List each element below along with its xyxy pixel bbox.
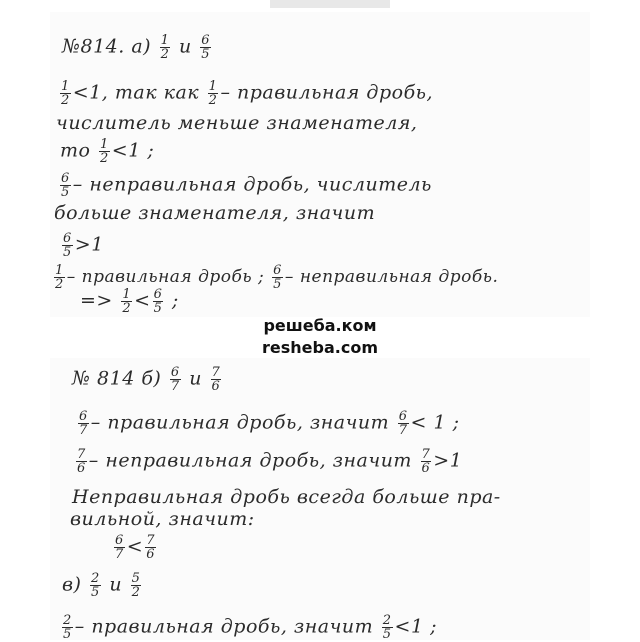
solution-b-header: № 814 б) $\frac{6}{7}$ и $\frac{7}{6}$: [72, 365, 221, 394]
text-line: $\frac{1}{2}$ <1, так как $\frac{1}{2}$ – правильная дробь,: [61, 79, 434, 108]
header-label: №814. а): [62, 35, 152, 58]
fraction: $\frac{1}{2}$: [160, 33, 170, 62]
text-line: $\frac{6}{7}$ – правильная дробь, значит $\frac{6}{7}$ < 1 ;: [79, 409, 460, 438]
text-line: $\frac{6}{5}$ >1: [63, 231, 104, 260]
text-line: больше знаменателя, значит: [54, 202, 376, 224]
text-line: то $\frac{1}{2}$ <1 ;: [60, 137, 155, 166]
solution-b-card: [50, 358, 590, 640]
solution-a-card: [50, 12, 590, 317]
text-line: $\frac{6}{5}$ – неправильная дробь, числитель: [61, 171, 432, 200]
watermark-en: resheba.com: [262, 338, 378, 357]
solution-a-header: [62, 34, 213, 61]
watermark-ru: решеба.ком: [263, 316, 377, 335]
fraction: $\frac{6}{5}$: [201, 33, 211, 62]
solution-c-header: в) $\frac{2}{5}$ и $\frac{5}{2}$: [62, 571, 141, 600]
text-line: $\frac{7}{6}$ – неправильная дробь, значит $\frac{7}{6}$ >1: [77, 447, 463, 476]
text-line: $\frac{6}{7}$ < $\frac{7}{6}$: [115, 533, 155, 562]
conjunction: и: [178, 35, 192, 58]
text-line: Неправильная дробь всегда больше пра-: [72, 486, 501, 508]
text-line: вильной, значит:: [70, 508, 255, 530]
text-line: $\frac{1}{2}$ – правильная дробь ; $\frac{6}{5}$ – неправильная дробь.: [55, 263, 499, 292]
top-cropped-strip: [270, 0, 390, 8]
text-line: $\frac{2}{5}$ – правильная дробь, значит $\frac{2}{5}$ <1 ;: [63, 613, 437, 642]
text-line: числитель меньше знаменателя,: [56, 112, 418, 134]
text-line: => $\frac{1}{2}$ < $\frac{6}{5}$ ;: [80, 287, 179, 316]
